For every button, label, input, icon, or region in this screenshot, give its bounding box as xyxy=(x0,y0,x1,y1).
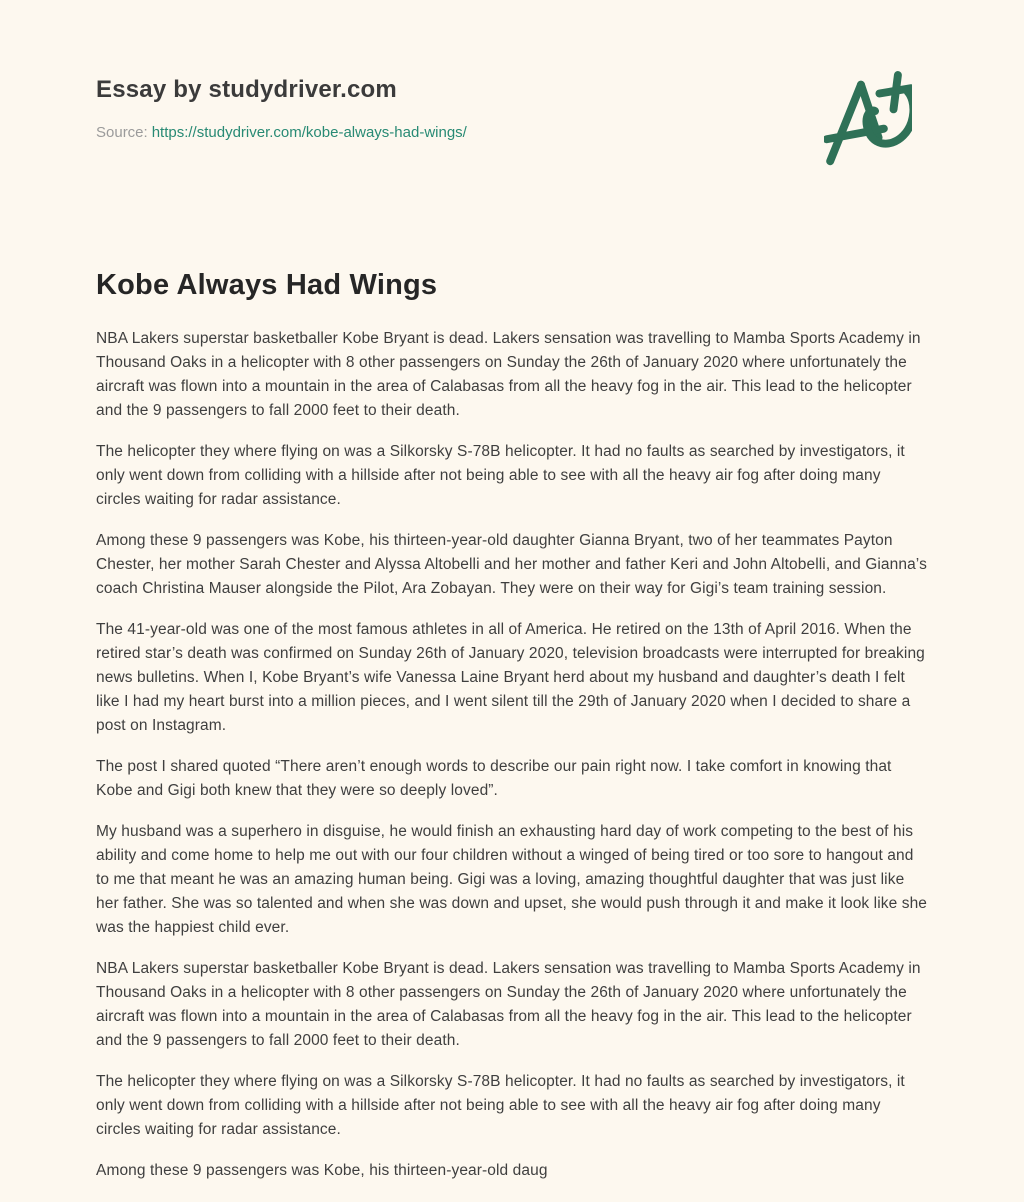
source-link[interactable]: https://studydriver.com/kobe-always-had-wings/ xyxy=(151,124,467,141)
essay-paragraph: The 41-year-old was one of the most famous athletes in all of America. He retired on the 13th of April 2016. When the retired star’s death was confirmed on Sunday 26th of January 2020, television broadcasts were interrupted for breaking news bulletins. When I, Kobe Bryant’s wife Vanessa Laine Bryant herd about my husband and daughter’s death I felt like I had my heart burst into a million pieces, and I went silent till the 29th of January 2020 when I decided to share a post on Instagram. xyxy=(96,621,925,734)
essay-paragraph: Among these 9 passengers was Kobe, his thirteen-year-old daughter Gianna Bryant, two of her teammates Payton Chester, her mother Sarah Chester and Alyssa Altobelli and her mother and father Keri and John Altobelli, and Gianna’s coach Christina Mauser alongside the Pilot, Ara Zobayan. They were on their way for Gigi’s team training session. xyxy=(96,532,927,597)
essay-paragraph: The helicopter they where flying on was a Silkorsky S-78B helicopter. It had no faults as searched by investigators, it only went down from colliding with a hillside after not being able to see with all the heavy air fog after doing many circles waiting for radar assistance. xyxy=(96,1073,905,1138)
source-line xyxy=(96,124,467,141)
essay-paragraph: NBA Lakers superstar basketballer Kobe Bryant is dead. Lakers sensation was travelling to Mamba Sports Academy in Thousand Oaks in a helicopter with 8 other passengers on Sunday the 26th of January 2020 where unfortunately the aircraft was flown into a mountain in the area of Calabasas from all the heavy fog in the air. This lead to the helicopter and the 9 passengers to fall 2000 feet to their death. xyxy=(96,960,921,1049)
essay-paragraph: My husband was a superhero in disguise, he would finish an exhausting hard day of work competing to the best of his ability and come home to help me out with our four children without a winged of being tired or too sore to hangout and to me that meant he was an amazing human being. Gigi was a loving, amazing thoughtful daughter that was just like her father. She was so talented and when she was down and upset, she would push through it and make it look like she was the happiest child ever. xyxy=(96,823,928,936)
studydriver-logo xyxy=(824,70,912,173)
page-title: Essay by studydriver.com xyxy=(96,76,397,103)
essay-title: Kobe Always Had Wings xyxy=(96,269,438,301)
essay-body xyxy=(96,327,928,1183)
document-header xyxy=(96,76,928,173)
essay-paragraph: NBA Lakers superstar basketballer Kobe Bryant is dead. Lakers sensation was travelling to Mamba Sports Academy in Thousand Oaks in a helicopter with 8 other passengers on Sunday the 26th of January 2020 where unfortunately the aircraft was flown into a mountain in the area of Calabasas from all the heavy fog in the air. This lead to the helicopter and the 9 passengers to fall 2000 feet to their death. xyxy=(96,330,921,419)
a-plus-logo-icon xyxy=(824,70,912,168)
header-text-block xyxy=(96,76,467,141)
essay-paragraph: The helicopter they where flying on was a Silkorsky S-78B helicopter. It had no faults as searched by investigators, it only went down from colliding with a hillside after not being able to see with all the heavy air fog after doing many circles waiting for radar assistance. xyxy=(96,443,905,508)
source-label: Source: xyxy=(96,124,148,141)
essay-paragraph: Among these 9 passengers was Kobe, his thirteen-year-old daug xyxy=(96,1162,548,1179)
essay-paragraph: The post I shared quoted “There aren’t enough words to describe our pain right now. I take comfort in knowing that Kobe and Gigi both knew that they were so deeply loved”. xyxy=(96,758,892,799)
